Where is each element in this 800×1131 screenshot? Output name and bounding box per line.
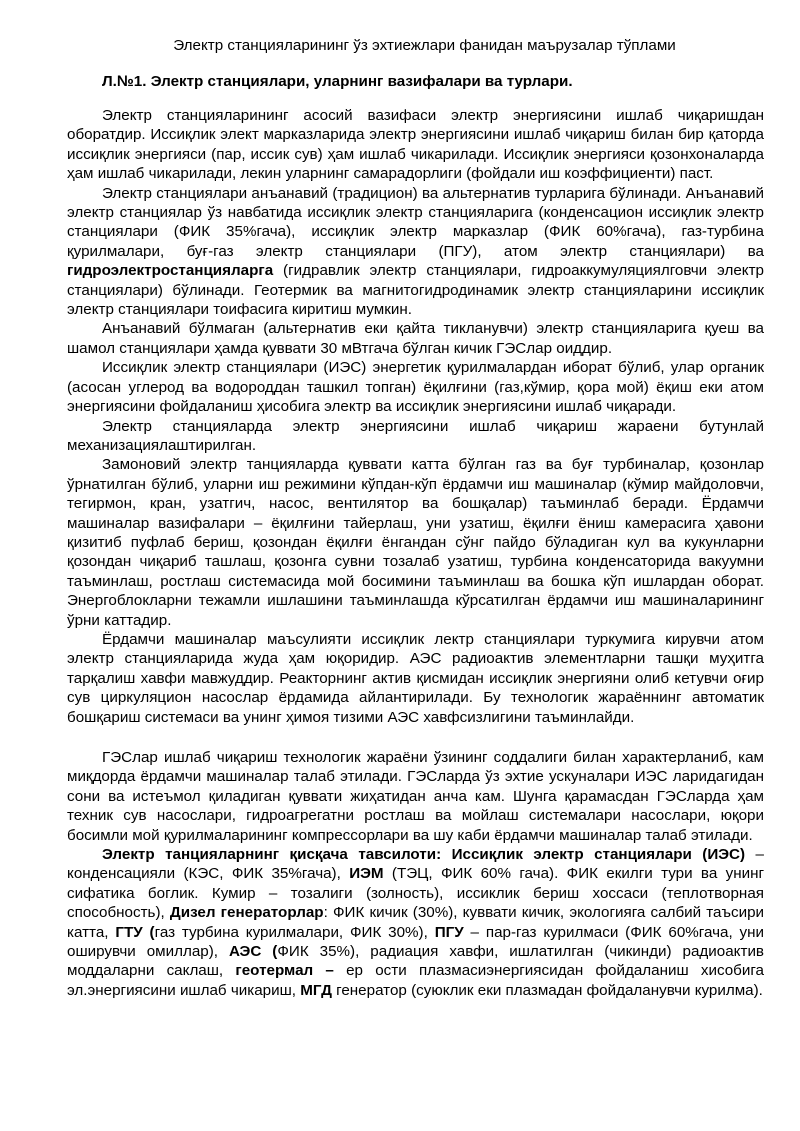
paragraph-thermal — [67, 358, 764, 416]
bold-term: МГД — [300, 981, 332, 999]
bold-term: Электр танцияларнинг қисқача тавсилоти: Иссиқлик электр станциялари (ИЭС) — [102, 846, 746, 864]
paragraph-hydro — [67, 748, 764, 845]
paragraph-text: Электр станцияларининг асосий вазифаси электр энергиясини ишлаб чиқаришдан оборатдир. Иссиқлик элект марказларида электр энергиясини ишлаб чиқариш билан бир қаторда иссиқлик энергияси (пар, иссик сув) ҳам ишлаб чикарилади. Иссиқлик энергияси қозонхоналарда ҳам ишлаб чикарилади, лекин уларнинг самарадорлиги (фойдали иш коэффициенти) паст. — [67, 107, 764, 183]
paragraph-text: – конденсацияли (КЭС, ФИК 35%гача), — [67, 846, 765, 883]
paragraph-text: Иссиқлик электр станциялари (ИЭС) энергетик қурилмалардан иборат бўлиб, улар органик (асосан углерод ва водороддан ташкил топган) ёқилғини (газ,кўмир, қора мой) ёқиш еки атом энергиясини фойдаланиш ҳисобига электр ва иссиқлик энергиясини ишлаб чиқаради. — [67, 359, 764, 416]
paragraph-nuclear — [67, 630, 764, 727]
paragraph-text: генератор (суюклик еки плазмадан фойдаланувчи курилма). — [331, 981, 763, 999]
document-page — [67, 36, 764, 1000]
bold-term: гидроэлектростанцияларга — [67, 262, 274, 280]
paragraph-types — [67, 184, 764, 320]
paragraph-text: – пар-газ курилмаси (ФИК 60%гача, уни оширувчи омиллар), — [67, 923, 764, 961]
paragraph-text: ер ости плазмасиэнергиясидан фойдаланиш хисобига эл.энергиясини ишлаб чикариш, — [67, 962, 764, 999]
paragraph-alternative — [67, 319, 764, 358]
bold-term: Дизел генераторлар — [169, 904, 324, 922]
paragraph-text: (ТЭЦ, ФИК 60% гача). ФИК екилги тури ва унинг сифатика боглик. Кумир – тозалиги (золность), иссиклик бериш хоссаси (теплотворная способность), — [67, 865, 765, 922]
bold-term: геотермал – — [235, 962, 334, 980]
paragraph-text: Электр станциялари анъанавий (традицион) ва альтернатив турларига бўлинади. Анъанавий электр станциялар ўз навбатида иссиқлик электр станцияларига (конденсацион иссиқлик электр станциялари (ФИК 35%гача), иссиқлик электр марказлар (ФИК 60%гача), газ-турбина қурилмалари, буғ-газ электр станциялари (ПГУ), атом электр станциялари) ва — [67, 184, 764, 260]
paragraph-text: Ёрдамчи машиналар маъсулияти иссиқлик лектр станциялари туркумига кирувчи атом электр станцияларида жуда ҳам юқоридир. АЭС радиоактив элементларни ташқи муҳитга тарқалиш хавфи мавжуддир. Реакторнинг актив қисмидан иссиқлик энергияни олиб кетувчи оғир сув циркуляцион насослар ёрдамида айлантирилади. Бу технологик жараённинг автоматик бошқариш системаси ва унинг ҳимоя тизими АЭС хавфсизлигини таъминлайди. — [67, 630, 764, 726]
bold-term: ПГУ — [434, 923, 464, 941]
paragraph-text: : ФИК кичик (30%), куввати кичик, экологияга салбий таъсири катта, — [67, 904, 765, 941]
paragraph-text: газ турбина курилмалари, ФИК 30%), — [154, 923, 435, 941]
paragraph-spacer — [67, 727, 764, 748]
paragraph-summary — [67, 845, 764, 1000]
paragraph-text: (гидравлик электр станциялари, гидроаккумуляциялговчи электр станциялари) бўлинади. Геотермик ва магнитогидродинамик электр станцияларини иссиқлик электр станциялари тоифасига киритиш мумкин. — [67, 262, 764, 319]
document-header: Электр станцияларининг ўз эхтиежлари фанидан маърузалар тўплами — [173, 37, 676, 54]
paragraph-text: Анъанавий бўлмаган (альтернатив еки қайта тикланувчи) электр станцияларига қуеш ва шамол станциялари ҳамда қуввати 30 мВтгача бўлган кичик ГЭСлар оиддир. — [67, 320, 764, 357]
paragraph-text: ГЭСлар ишлаб чиқариш технологик жараёни ўзининг соддалиги билан характерланиб, кам миқдорда ёрдамчи машиналар талаб этилади. ГЭСларда ўз эхтие ускуналари ИЭС ларидагидан сони ва истеъмол қиладиган қуввати жиҳатидан анча кам. Шунга қарамасдан ГЭСларда ҳам техник сув насослари, гидроагрегатни ростлаш ва мойлаш системалари насослари, юқори босимли мой қурилмаларининг компрессорлари ва шу каби ёрдамчи машиналар талаб этилади. — [67, 749, 764, 844]
lecture-title: Л.№1. Электр станциялари, уларнинг вазифалари ва турлари. — [102, 73, 573, 90]
paragraph-auxiliary-machines — [67, 455, 764, 630]
paragraph-mechanization — [67, 417, 764, 456]
paragraph-text: Замоновий электр танцияларда қуввати катта бўлган газ ва буғ турбиналар, қозонлар ўрнатилган бўлиб, уларни иш режимини кўпдан-кўп ёрдамчи иш машиналар (кўмир майдоловчи, тегирмон, кран, узатгич, насос, вентилятор ва бошқалар) таъминлаб беради. Ёрдамчи машиналар вазифалари – ёқилғини тайерлаш, уни узатиш, ёқилғи ёниш камерасига ҳавони қизитиб пуфлаб бериш, қозондан ёқилғи ёнгандан сўнг пайдо бўладиган кул ва кукунларни қозондан чиқариб ташлаш, қозонга сувни тозалаб узатиш, турбина конденсаторида вакуумни таъминлаш, ростлаш системасида мой босимини таъминлаш ва бошка кўп ишлардан оборат. Энергоблокларни тежамли ишлашини таъминлашда кўрсатилган ёрдамчи иш машиналарининг ўрни каттадир. — [67, 456, 764, 629]
bold-term: ГТУ ( — [115, 923, 155, 941]
paragraph-text: ФИК 35%), радиация хавфи, ишлатилган (чикинди) радиоактив моддаларни саклаш, — [67, 943, 764, 980]
paragraph-text: Электр станцияларда электр энергиясини ишлаб чиқариш жараени бутунлай механизациялаштирилган. — [67, 417, 764, 454]
paragraph-purpose — [67, 106, 764, 184]
bold-term: АЭС ( — [228, 943, 278, 961]
bold-term: ИЭМ — [349, 865, 384, 883]
